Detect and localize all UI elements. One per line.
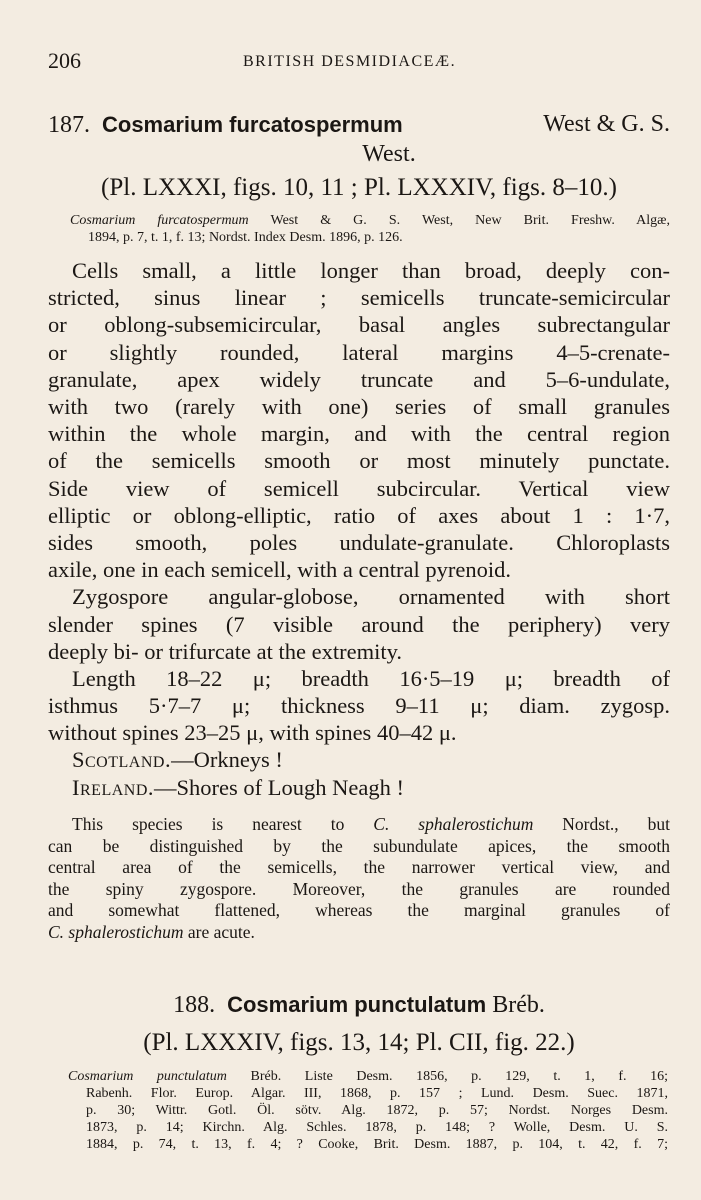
synonymy xyxy=(68,1068,668,1153)
synonymy-line: 1894, p. 7, t. 1, f. 13; Nordst. Index Desm. 1896, p. 126. xyxy=(88,230,403,245)
note-line: the spiny zygospore. Moreover, the granules are rounded xyxy=(48,878,670,899)
locality-region: Scotland. xyxy=(72,747,172,772)
synonymy-line: Cosmarium punctulatum Bréb. Liste Desm. 1856, p. 129, t. 1, f. 16; xyxy=(68,1069,668,1084)
synonymy-line: Cosmarium furcatospermum West & G. S. West, New Brit. Freshw. Algæ, xyxy=(70,213,670,228)
description-line: or slightly rounded, lateral margins 4–5-crenate- xyxy=(48,339,670,365)
description-line: deeply bi- or trifurcate at the extremity. xyxy=(48,638,403,664)
locality-region: Ireland. xyxy=(72,775,155,800)
description-line: sides smooth, poles undulate-granulate. Chloroplasts xyxy=(48,530,670,556)
locality-ireland xyxy=(72,774,404,801)
plate-references: (Pl. LXXXIV, figs. 13, 14; Pl. CII, fig. 22.) xyxy=(143,1029,575,1056)
species-authority: Bréb. xyxy=(492,992,545,1018)
note-line: and somewhat flattened, whereas the marginal granules of xyxy=(48,900,670,921)
plate-references: (Pl. LXXXI, figs. 10, 11 ; Pl. LXXXIV, figs. 8–10.) xyxy=(101,174,617,201)
locality-text: —Orkneys ! xyxy=(171,747,283,772)
description-line: granulate, apex widely truncate and 5–6-undulate, xyxy=(48,366,670,392)
description-line: with two (rarely with one) series of small granules xyxy=(48,394,670,420)
description-line: isthmus 5·7–7 μ; thickness 9–11 μ; diam. zygosp. xyxy=(48,693,670,719)
description-line: stricted, sinus linear ; semicells truncate-semicircular xyxy=(48,285,670,311)
description-line: within the whole margin, and with the central region xyxy=(48,421,670,447)
note-line: can be distinguished by the subundulate apices, the smooth xyxy=(48,835,670,856)
locality-scotland xyxy=(72,746,283,773)
species-heading xyxy=(48,990,670,1020)
description-line: slender spines (7 visible around the periphery) very xyxy=(48,611,670,637)
species-heading xyxy=(48,110,670,169)
species-name: Cosmarium punctulatum xyxy=(227,992,487,1017)
synonymy xyxy=(70,212,670,246)
species-number: 187. xyxy=(48,112,90,138)
species-number: 188. xyxy=(173,992,216,1018)
species-note xyxy=(48,814,670,944)
description-line: axile, one in each semicell, with a central pyrenoid. xyxy=(48,557,511,583)
description-line: elliptic or oblong-elliptic, ratio of axes about 1 : 1·7, xyxy=(48,502,670,528)
description-line: Zygospore angular-globose, ornamented with short xyxy=(72,584,670,610)
species-authority-cont: West. xyxy=(362,141,416,167)
description-line: Side view of semicell subcircular. Vertical view xyxy=(48,475,670,501)
synonymy-line: 1873, p. 14; Kirchn. Alg. Schles. 1878, p. 148; ? Wolle, Desm. U. S. xyxy=(86,1120,668,1135)
page-number: 206 xyxy=(48,48,81,73)
synonymy-line: 1884, p. 74, t. 13, f. 4; ? Cooke, Brit. Desm. 1887, p. 104, t. 42, f. 7; xyxy=(86,1137,668,1152)
species-name: Cosmarium furcatospermum xyxy=(102,112,403,137)
synonymy-line: p. 30; Wittr. Gotl. Öl. sötv. Alg. 1872, p. 57; Nordst. Norges Desm. xyxy=(86,1103,668,1118)
description-line: or oblong-subsemicircular, basal angles subrectangular xyxy=(48,312,670,338)
note-line: C. sphalerostichum are acute. xyxy=(48,921,255,942)
note-line: This species is nearest to C. sphalerostichum Nordst., but xyxy=(72,814,670,834)
species-authority: West & G. S. xyxy=(543,111,670,137)
description-line: Length 18–22 μ; breadth 16·5–19 μ; breadth of xyxy=(72,666,670,692)
note-line: central area of the semicells, the narrower vertical view, and xyxy=(48,857,670,878)
running-title: BRITISH DESMIDIACEÆ. xyxy=(243,53,457,70)
species-description xyxy=(48,257,670,747)
description-line: of the semicells smooth or most minutely punctate. xyxy=(48,448,670,474)
synonymy-line: Rabenh. Flor. Europ. Algar. III, 1868, p. 157 ; Lund. Desm. Suec. 1871, xyxy=(86,1086,668,1101)
description-line: Cells small, a little longer than broad, deeply con- xyxy=(72,258,670,283)
locality-text: —Shores of Lough Neagh ! xyxy=(154,775,404,800)
description-line: without spines 23–25 μ, with spines 40–42 μ. xyxy=(48,720,457,746)
